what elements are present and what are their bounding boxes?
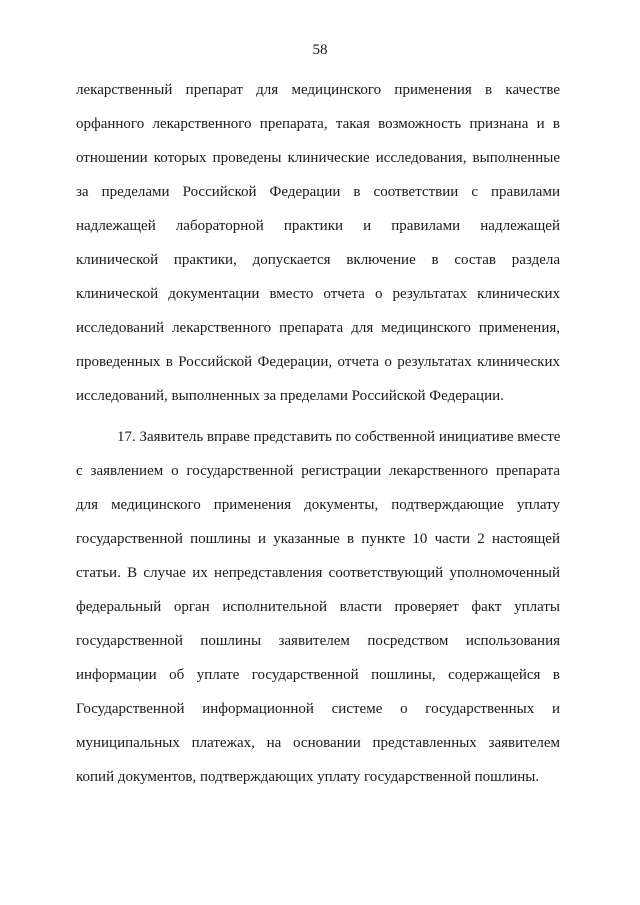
paragraph-2-line-2: с заявлением о государственной регистрации лекарственного препарата	[76, 463, 560, 479]
paragraph-1-line-6: клинической практики, допускается включение в состав раздела	[76, 252, 560, 268]
paragraph-2-line-8: информации об уплате государственной пошлины, содержащейся в	[76, 667, 560, 683]
paragraph-1-line-5: надлежащей лабораторной практики и правилами надлежащей	[76, 218, 560, 234]
page-number: 58	[312, 42, 328, 58]
paragraph-1-line-2: орфанного лекарственного препарата, такая возможность признана и в	[76, 116, 560, 132]
paragraph-2-line-9: Государственной информационной системе о государственных и	[76, 701, 560, 717]
paragraph-2-line-6: федеральный орган исполнительной власти проверяет факт уплаты	[76, 599, 560, 615]
paragraph-1-line-9: проведенных в Российской Федерации, отчета о результатах клинических	[76, 354, 560, 370]
paragraph-2-line-4: государственной пошлины и указанные в пункте 10 части 2 настоящей	[76, 531, 560, 547]
paragraph-1-line-10: исследований, выполненных за пределами Российской Федерации.	[76, 388, 504, 404]
paragraph-2-line-3: для медицинского применения документы, подтверждающие уплату	[76, 497, 560, 513]
paragraph-1-line-7: клинической документации вместо отчета о результатах клинических	[76, 286, 560, 302]
paragraph-1-line-8: исследований лекарственного препарата для медицинского применения,	[76, 320, 560, 336]
paragraph-1-line-3: отношении которых проведены клинические исследования, выполненные	[76, 150, 560, 166]
paragraph-1-line-4: за пределами Российской Федерации в соответствии с правилами	[76, 184, 560, 200]
paragraph-2-line-5: статьи. В случае их непредставления соответствующий уполномоченный	[76, 565, 560, 581]
paragraph-2-line-7: государственной пошлины заявителем посредством использования	[76, 633, 560, 649]
paragraph-2-line-11: копий документов, подтверждающих уплату государственной пошлины.	[76, 769, 540, 785]
paragraph-1-line-1: лекарственный препарат для медицинского применения в качестве	[76, 82, 560, 98]
paragraph-2-line-1: 17. Заявитель вправе представить по собственной инициативе вместе	[117, 429, 561, 445]
paragraph-2-line-10: муниципальных платежах, на основании представленных заявителем	[76, 735, 560, 751]
